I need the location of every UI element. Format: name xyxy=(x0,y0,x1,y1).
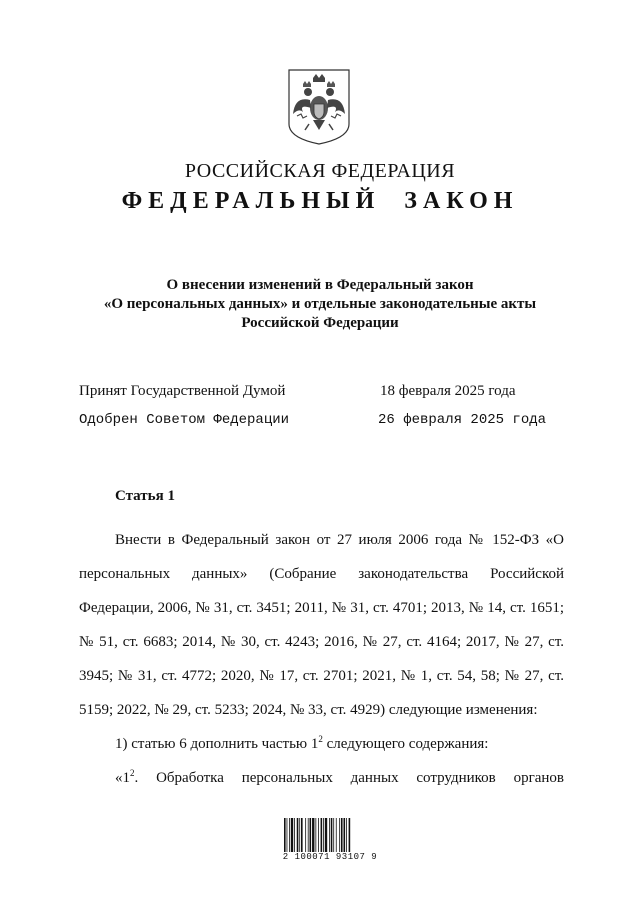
barcode-bar xyxy=(312,818,314,852)
barcode-bar xyxy=(333,818,334,852)
item-superscript: 2 xyxy=(318,734,323,744)
quote-text: «1 xyxy=(115,770,130,786)
barcode-graphic xyxy=(283,818,373,852)
barcode-bar xyxy=(305,818,306,852)
item-text: следующего содержания: xyxy=(322,736,489,752)
barcode-bar xyxy=(287,818,288,852)
law-title-line: Российской Федерации xyxy=(241,315,399,331)
law-title xyxy=(0,276,640,333)
law-title-line: О внесении изменений в Федеральный закон xyxy=(166,277,474,293)
barcode-bar xyxy=(284,818,286,852)
barcode-bar xyxy=(294,818,295,852)
barcode-bar xyxy=(318,818,319,852)
barcode-bar xyxy=(321,818,323,852)
barcode-bar xyxy=(323,818,324,852)
council-approval-label: Одобрен Советом Федерации xyxy=(79,412,290,428)
barcode-bar xyxy=(341,818,343,852)
article-item xyxy=(79,727,564,761)
barcode-number: 2 100071 93107 9 xyxy=(282,852,378,862)
barcode-bar xyxy=(289,818,290,852)
council-approval-date: 26 февраля 2025 года xyxy=(378,412,547,428)
law-type: ФЕДЕРАЛЬНЫЙ ЗАКОН xyxy=(121,188,519,214)
item-text: 1) статью 6 дополнить частью 1 xyxy=(115,736,319,752)
barcode-bar xyxy=(331,818,333,852)
quote-text: . Обработка персональных данных сотрудников органов xyxy=(134,770,564,786)
duma-adoption-date: 18 февраля 2025 года xyxy=(380,383,516,399)
barcode-bar xyxy=(310,818,312,852)
article-paragraph: Внести в Федеральный закон от 27 июля 2006 года № 152-ФЗ «О персональных данных» (Собрание законодательства Российской Федерации, 2006, № 31, ст. 3451; 2011, № 31, ст. 4701; 2013, № 14, ст. 1651; № 51, ст. 6683; 2014, № 30, ст. 4243; 2016, № 27, ст. 4164; 2017, № 27, ст. 3945; № 31, ст. 4772; 2020, № 17, ст. 2701; 2021, № 1, ст. 54, 58; № 27, ст. 5159; 2022, № 29, ст. 5233; 2024, № 33, ст. 4929) следующие изменения: xyxy=(79,532,564,718)
article-heading: Статья 1 xyxy=(115,488,175,504)
country-name: РОССИЙСКАЯ ФЕДЕРАЦИЯ xyxy=(184,160,456,182)
barcode-bar xyxy=(308,818,309,852)
barcode-bar xyxy=(346,818,347,852)
duma-adoption-label: Принят Государственной Думой xyxy=(79,383,286,399)
barcode-bar xyxy=(336,818,337,852)
barcode-bar xyxy=(315,818,316,852)
law-title-line: «О персональных данных» и отдельные законодательные акты xyxy=(103,296,537,312)
article-body xyxy=(79,523,564,795)
barcode-bar xyxy=(339,818,340,852)
barcode-bar xyxy=(297,818,299,852)
barcode-bar xyxy=(329,818,330,852)
coat-of-arms-emblem xyxy=(287,68,351,146)
double-headed-eagle-icon xyxy=(287,68,351,146)
barcode-bar xyxy=(349,818,351,852)
barcode-bar xyxy=(344,818,346,852)
quoted-text xyxy=(79,761,564,795)
barcode-bar xyxy=(291,818,293,852)
barcode-bar xyxy=(299,818,300,852)
quote-superscript: 2 xyxy=(130,768,135,778)
barcode-bar xyxy=(301,818,303,852)
barcode-bar xyxy=(325,818,327,852)
barcode xyxy=(283,818,373,852)
